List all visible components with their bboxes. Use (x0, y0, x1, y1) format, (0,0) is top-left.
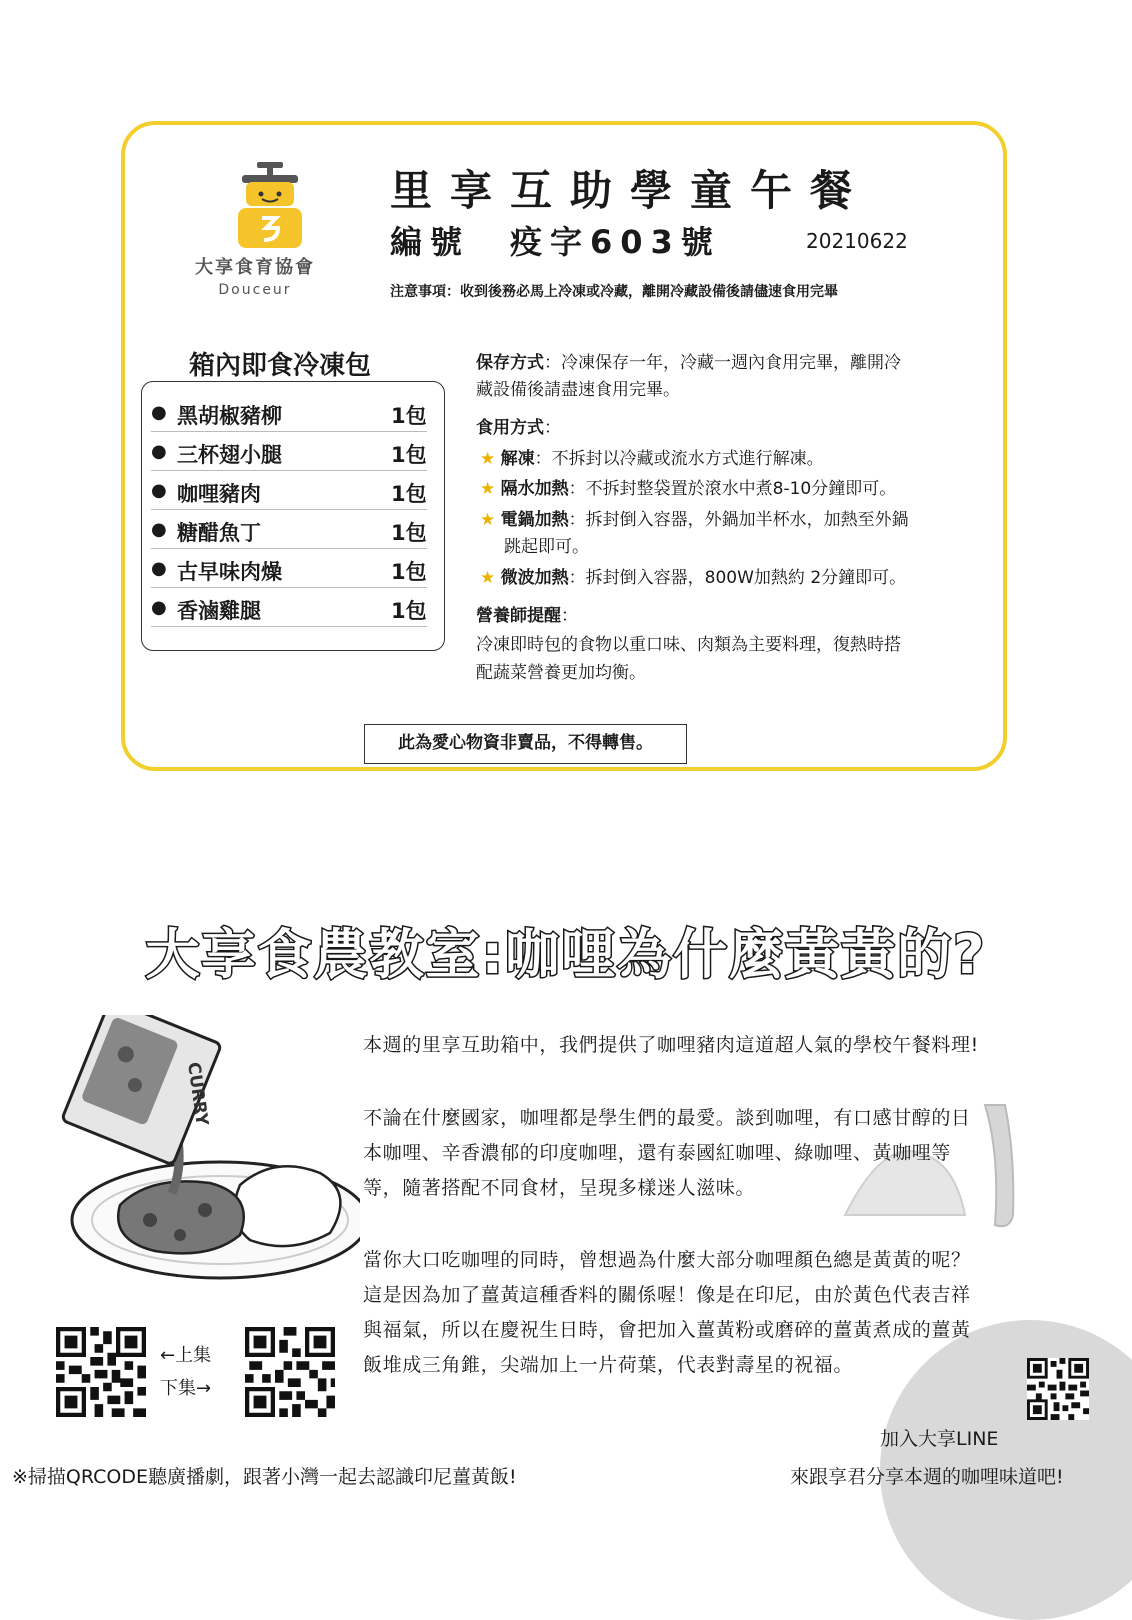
star-icon: ★ (480, 510, 496, 530)
usage-step: ★ 微波加熱：拆封倒入容器，800W加熱約 2分鐘即可。 (480, 568, 907, 588)
bullet-icon: ● (151, 480, 167, 501)
star-icon: ★ (480, 449, 496, 469)
bullet-icon: ● (151, 558, 167, 579)
next-episode-label[interactable]: 下集→ (160, 1378, 212, 1399)
qr-code-line[interactable] (1027, 1358, 1089, 1420)
dietitian-line-2: 配蔬菜營養更加均衡。 (476, 663, 646, 683)
usage-step: ★ 解凍：不拆封以冷藏或流水方式進行解凍。 (480, 449, 824, 469)
issue-date: 20210622 (806, 229, 908, 253)
bullet-icon: ● (151, 402, 167, 423)
bullet-icon: ● (151, 597, 167, 618)
storage-line-2: 藏設備後請盡速食用完畢。 (476, 380, 680, 400)
org-subname: Douceur (218, 282, 292, 298)
qr-footnote: ※掃描QRCODE聽廣播劇，跟著小灣一起去認識印尼薑黃飯! (12, 1466, 517, 1488)
article-paragraph-2-line: 等，隨著搭配不同食材，呈現多樣迷人滋味。 (363, 1177, 756, 1199)
page-title: 里享互助學童午餐 (390, 166, 871, 215)
org-logo (190, 160, 350, 300)
article-paragraph-3-line: 飯堆成三角錐，尖端加上一片荷葉，代表對壽星的祝福。 (363, 1354, 854, 1376)
article-paragraph-2-line: 本咖哩、辛香濃郁的印度咖哩，還有泰國紅咖哩、綠咖哩、黃咖哩等 (363, 1142, 952, 1164)
list-item: ● 咖哩豬肉 1包 (151, 474, 427, 510)
org-name: 大享食育協會 (195, 257, 315, 278)
article-heading: 大享食農教室:咖哩為什麼黃黃的? (145, 923, 987, 986)
star-icon: ★ (480, 568, 496, 588)
prev-episode-label[interactable]: ←上集 (160, 1345, 212, 1366)
usage-step: ★ 電鍋加熱：拆封倒入容器，外鍋加半杯水，加熱至外鍋 (480, 510, 909, 530)
article-paragraph-3-line: 與福氣，所以在慶祝生日時，會把加入薑黃粉或磨碎的薑黃煮成的薑黃 (363, 1319, 971, 1341)
list-item: ● 古早味肉燥 1包 (151, 552, 427, 588)
storage-line-1: 保存方式：冷凍保存一年，冷藏一週內食用完畢，離開冷 (476, 353, 901, 373)
notice-text: 注意事項：收到後務必馬上冷凍或冷藏，離開冷藏設備後請儘速食用完畢 (390, 284, 838, 300)
article-paragraph-3-line: 這是因為加了薑黃這種香料的關係喔！像是在印尼，由於黃色代表吉祥 (363, 1284, 971, 1306)
star-icon: ★ (480, 479, 496, 499)
bullet-icon: ● (151, 519, 167, 540)
dietitian-heading: 營養師提醒： (476, 606, 578, 626)
curry-illustration (40, 1015, 360, 1290)
qr-code-next-episode[interactable] (245, 1327, 335, 1417)
curry-package-label: CURRY (183, 1060, 212, 1127)
serial-number: 編號 疫字603號 (390, 223, 721, 261)
article-paragraph-3-line: 當你大口吃咖哩的同時，曾想過為什麼大部分咖哩顏色總是黃黃的呢？ (363, 1249, 971, 1271)
disclaimer-box: 此為愛心物資非賣品，不得轉售。 (364, 724, 687, 764)
share-line-text: 來跟享君分享本週的咖哩味道吧! (790, 1466, 1064, 1488)
package-list-title: 箱內即食冷凍包 (189, 351, 372, 381)
usage-step-continuation: 跳起即可。 (504, 537, 589, 557)
article-paragraph-2-line: 不論在什麼國家，咖哩都是學生們的最愛。談到咖哩，有口感甘醇的日 (363, 1107, 971, 1129)
list-item: ● 香滷雞腿 1包 (151, 591, 427, 627)
list-item: ● 黑胡椒豬柳 1包 (151, 396, 427, 432)
usage-heading: 食用方式： (476, 418, 561, 438)
article-paragraph-1: 本週的里享互助箱中，我們提供了咖哩豬肉這道超人氣的學校午餐料理! (363, 1034, 979, 1056)
qr-code-prev-episode[interactable] (56, 1327, 146, 1417)
dietitian-line-1: 冷凍即時包的食物以重口味、肉類為主要料理，復熱時搭 (476, 635, 901, 655)
join-line-text: 加入大享LINE (880, 1428, 999, 1450)
list-item: ● 糖醋魚丁 1包 (151, 513, 427, 549)
list-item: ● 三杯翅小腿 1包 (151, 435, 427, 471)
bullet-icon: ● (151, 441, 167, 462)
usage-step: ★ 隔水加熱：不拆封整袋置於滾水中煮8-10分鐘即可。 (480, 479, 897, 499)
